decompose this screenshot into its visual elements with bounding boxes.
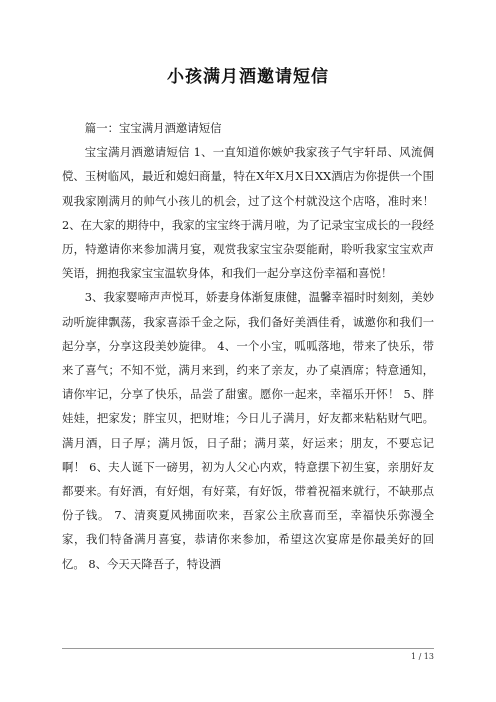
page-title: 小孩满月酒邀请短信: [167, 67, 329, 87]
body-paragraph: 宝宝满月酒邀请短信 1、一直知道你嫉妒我家孩子气宇轩昂、风流倜傥、玉树临风，最近和媳妇商量，特在X年X月X日XX酒店为你提供一个围观我家刚满月的帅气小孩儿的机会，过了这个村就没这个店咯，准时来！ 2、在大家的期待中，我家的宝宝终于满月啦，为了记录宝宝成长的一段经历，特邀请你来参加满月宴，观赏我家宝宝杂耍能耐，聆听我家宝宝欢声笑语，拥抱我家宝宝温软身体，和我们一起分享这份幸福和喜悦！: [62, 145, 434, 281]
document-body: [62, 116, 434, 576]
section-heading: 篇一：宝宝满月酒邀请短信: [84, 121, 222, 135]
body-paragraph: 3、我家婴啼声声悦耳，娇妻身体渐复康健，温馨幸福时时刻刻，美妙动听旋律飘荡，我家喜添千金之际，我们备好美酒佳肴，诚邀你和我们一起分享，分享这段美妙旋律。 4、一个小宝，呱呱落地，带来了快乐，带来了喜气；不知不觉，满月来到，约来了亲友，办了桌酒席；特意通知，请你牢记，分享了快乐，品尝了甜蜜。愿你一起来，幸福乐开怀！ 5、胖娃娃，把家发；胖宝贝，把财堆；今日儿子满月，好友都来粘粘财气吧。满月酒，日子厚；满月饭，日子甜；满月菜，好运来；朋友，不要忘记啊！ 6、夫人诞下一磅男，初为人父心内欢，特意摆下初生宴，亲朋好友都要来。有好酒，有好烟，有好菜，有好饭，带着祝福来就行，不缺那点份子钱。 7、清爽夏风拂面吹来，吾家公主欣喜而至，幸福快乐弥漫全家，我们特备满月喜宴，恭请你来参加，希望这次宴席是你最美好的回忆。 8、今天天降吾子，特设酒: [62, 290, 434, 571]
footer-divider: [62, 648, 434, 649]
page-number: 1 / 13: [410, 652, 434, 661]
